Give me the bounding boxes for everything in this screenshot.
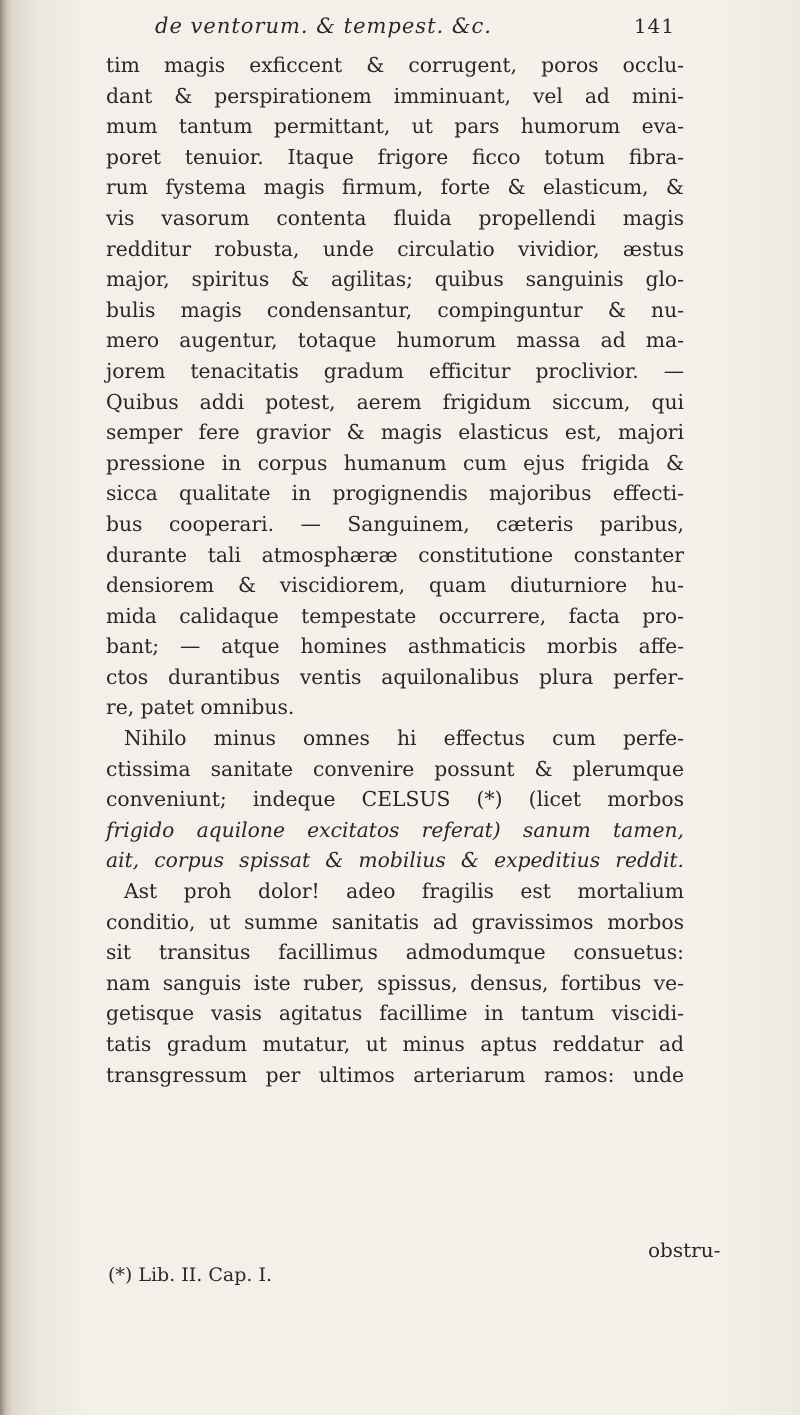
text-line: pressione in corpus humanum cum ejus frigida &	[106, 450, 684, 475]
text-line: major, spiritus & agilitas; quibus sanguinis glo-	[106, 267, 684, 292]
text-line: bant; — atque homines asthmaticis morbis affe-	[106, 634, 684, 659]
text-line: sicca qualitate in progignendis majoribus effecti-	[106, 481, 684, 506]
text-line: transgressum per ultimos arteriarum ramos: unde	[106, 1062, 684, 1087]
text-line: getisque vasis agitatus facillime in tantum viscidi-	[106, 1001, 684, 1026]
text-line: Ast proh dolor! adeo fragilis est mortalium	[124, 879, 684, 904]
text-line: bulis magis condensantur, compinguntur & nu-	[106, 297, 684, 322]
text-line: jorem tenacitatis gradum efficitur proclivior. —	[106, 358, 684, 383]
footnote: (*) Lib. II. Cap. I.	[108, 1264, 273, 1286]
text-line: mero augentur, totaque humorum massa ad ma-	[106, 328, 684, 353]
text-line: semper fere gravior & magis elasticus est, majori	[106, 420, 684, 445]
text-line: sit transitus facillimus admodumque consuetus:	[106, 940, 684, 965]
text-line: nam sanguis iste ruber, spissus, densus, fortibus ve-	[106, 970, 684, 995]
text-line: redditur robusta, unde circulatio vividior, æstus	[106, 236, 684, 261]
page-header	[155, 14, 675, 50]
text-line: conveniunt; indeque CELSUS (*) (licet morbos	[106, 787, 684, 812]
text-line: bus cooperari. — Sanguinem, cæteris paribus,	[106, 511, 684, 536]
running-head: de ventorum. & tempest. &c.	[155, 14, 492, 38]
text-line: mida calidaque tempestate occurrere, facta pro-	[106, 603, 684, 628]
text-line: ctissima sanitate convenire possunt & plerumque	[106, 756, 684, 781]
text-line: vis vasorum contenta fluida propellendi magis	[106, 205, 684, 230]
page-number: 141	[633, 14, 675, 38]
text-line: ait, corpus spissat & mobilius & expeditius reddit.	[106, 848, 684, 873]
text-line: durante tali atmosphæræ constitutione constanter	[106, 542, 684, 567]
text-line: dant & perspirationem imminuant, vel ad mini-	[106, 83, 684, 108]
text-line: ctos durantibus ventis aquilonalibus plura perfer-	[106, 664, 684, 689]
page-gutter	[0, 0, 14, 1415]
text-line: densiorem & viscidiorem, quam diuturniore hu-	[106, 573, 684, 598]
text-line: re, patet omnibus.	[106, 695, 295, 720]
text-line: rum fystema magis firmum, forte & elasticum, &	[106, 175, 684, 200]
text-line: poret tenuior. Itaque frigore ficco totum fibra-	[106, 144, 684, 169]
text-line: tim magis exficcent & corrugent, poros occlu-	[106, 53, 684, 77]
text-line: Nihilo minus omnes hi effectus cum perfe-	[124, 726, 684, 751]
text-line: conditio, ut summe sanitatis ad gravissimos morbos	[106, 909, 684, 934]
body-text	[106, 50, 684, 1090]
text-line: frigido aquilone excitatos referat) sanum tamen,	[106, 817, 684, 842]
text-line: Quibus addi potest, aerem frigidum siccum, qui	[106, 389, 684, 414]
catchword: obstru-	[648, 1238, 721, 1262]
text-line: tatis gradum mutatur, ut minus aptus reddatur ad	[106, 1032, 684, 1056]
text-line: mum tantum permittant, ut pars humorum eva-	[106, 114, 684, 139]
